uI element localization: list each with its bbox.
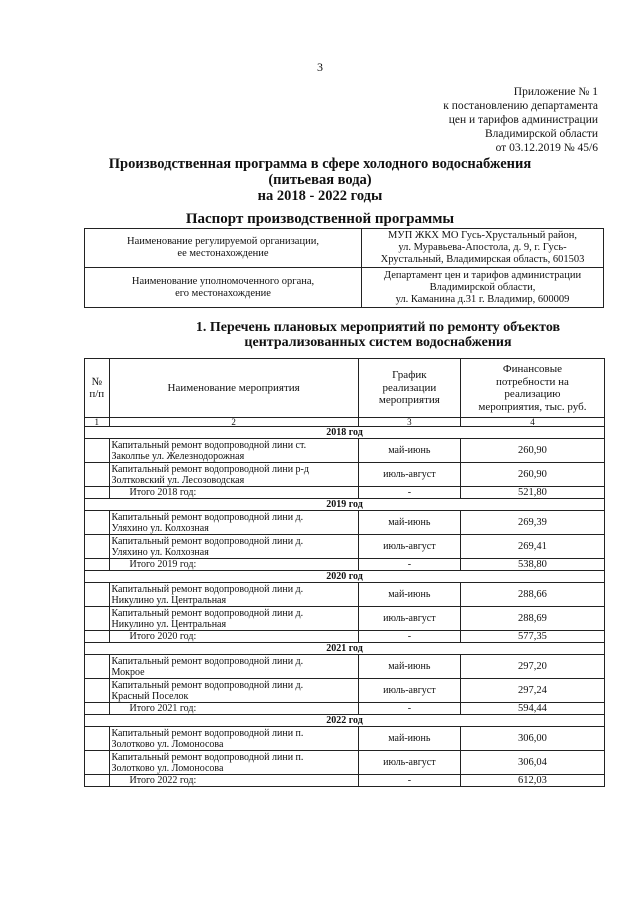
- passport-label: [85, 229, 362, 268]
- passport-row: [85, 229, 604, 268]
- item-name-line: Капитальный ремонт водопроводной лини д.: [111, 607, 304, 619]
- item-number: [85, 607, 110, 631]
- total-row: [85, 703, 605, 715]
- item-cost: 306,04: [460, 751, 604, 775]
- year-label: 2022 год: [85, 715, 605, 727]
- passport-label-line: ее местонахождение: [177, 248, 269, 259]
- total-value: 538,80: [460, 559, 604, 571]
- item-number: [85, 535, 110, 559]
- item-schedule: июль-август: [358, 751, 460, 775]
- item-name-line: Капитальный ремонт водопроводной лини д.: [111, 511, 304, 523]
- total-number: [85, 631, 110, 643]
- passport-label: [85, 268, 362, 308]
- year-row: [85, 427, 605, 439]
- year-row: [85, 715, 605, 727]
- header-line: мероприятия: [378, 394, 440, 407]
- item-cost: 288,66: [460, 583, 604, 607]
- title-line: на 2018 - 2022 годы: [257, 188, 383, 204]
- item-schedule: май-июнь: [358, 511, 460, 535]
- item-name: [109, 655, 358, 679]
- item-name-line: Никулино ул. Центральная: [111, 618, 227, 630]
- item-name: [109, 727, 358, 751]
- item-cost: 269,41: [460, 535, 604, 559]
- title-line: (питьевая вода): [268, 172, 372, 188]
- item-number: [85, 751, 110, 775]
- table-header-row: [85, 359, 605, 418]
- item-name-line: Капитальный ремонт водопроводной лини п.: [111, 727, 304, 739]
- table-row: [85, 727, 605, 751]
- item-name-line: Никулино ул. Центральная: [111, 594, 227, 606]
- column-number: 4: [460, 418, 604, 427]
- header-line: реализации: [382, 381, 437, 394]
- item-schedule: май-июнь: [358, 655, 460, 679]
- item-number: [85, 583, 110, 607]
- header-line: Финансовые: [502, 363, 563, 375]
- year-row: [85, 499, 605, 511]
- item-schedule: май-июнь: [358, 727, 460, 751]
- item-name-line: Красный Поселок: [111, 690, 189, 702]
- table-row: [85, 463, 605, 487]
- item-cost: 297,24: [460, 679, 604, 703]
- item-schedule: май-июнь: [358, 583, 460, 607]
- passport-table: [84, 228, 604, 308]
- passport-value: [362, 229, 604, 268]
- total-number: [85, 703, 110, 715]
- item-number: [85, 511, 110, 535]
- header-schedule: [358, 359, 460, 418]
- passport-value-line: Владимирской области,: [429, 281, 536, 293]
- column-number: 3: [358, 418, 460, 427]
- total-value: 521,80: [460, 487, 604, 499]
- item-cost: 260,90: [460, 463, 604, 487]
- annex-line: цен и тарифов администрации: [448, 114, 598, 126]
- total-schedule: -: [358, 631, 460, 643]
- item-schedule: июль-август: [358, 463, 460, 487]
- header-line: График: [392, 369, 427, 382]
- total-row: [85, 775, 605, 787]
- column-number-row: [85, 418, 605, 427]
- year-label: 2021 год: [85, 643, 605, 655]
- document-title: [0, 156, 640, 204]
- item-number: [85, 727, 110, 751]
- header-line: потребности на: [496, 375, 569, 388]
- item-name-line: Капитальный ремонт водопроводной лини р-д: [111, 463, 309, 475]
- annex-line: Владимирской области: [484, 128, 598, 140]
- item-schedule: июль-август: [358, 535, 460, 559]
- header-num: [85, 359, 110, 418]
- item-name: [109, 751, 358, 775]
- column-number: 2: [109, 418, 358, 427]
- title-line: Производственная программа в сфере холодного водоснабжения: [108, 156, 532, 172]
- annex-line: от 03.12.2019 № 45/6: [495, 142, 598, 154]
- passport-value-line: ул. Каманина д.31 г. Владимир, 600009: [395, 293, 570, 305]
- page-number: 3: [317, 60, 323, 74]
- item-cost: 306,00: [460, 727, 604, 751]
- section-title-line: централизованных систем водоснабжения: [244, 335, 512, 350]
- total-row: [85, 487, 605, 499]
- item-name-line: Уляхино ул. Колхозная: [111, 522, 209, 534]
- table-row: [85, 583, 605, 607]
- passport-label-line: Наименование регулируемой организации,: [127, 236, 319, 247]
- item-name: [109, 535, 358, 559]
- total-number: [85, 775, 110, 787]
- total-value: 612,03: [460, 775, 604, 787]
- total-schedule: -: [358, 775, 460, 787]
- item-number: [85, 439, 110, 463]
- total-label: Итого 2019 год:: [109, 559, 358, 571]
- section-title-line: 1. Перечень плановых мероприятий по ремонту объектов: [195, 320, 561, 335]
- item-schedule: июль-август: [358, 607, 460, 631]
- item-number: [85, 463, 110, 487]
- item-name-line: Капитальный ремонт водопроводной лини ст.: [111, 439, 307, 451]
- header-line: мероприятия, тыс. руб.: [478, 400, 587, 413]
- passport-label-line: Наименование уполномоченного органа,: [131, 275, 315, 287]
- total-schedule: -: [358, 559, 460, 571]
- table-row: [85, 535, 605, 559]
- annex-line: Приложение № 1: [513, 86, 598, 98]
- item-schedule: май-июнь: [358, 439, 460, 463]
- passport-title: Паспорт производственной программы: [185, 211, 455, 227]
- item-cost: 288,69: [460, 607, 604, 631]
- table-row: [85, 439, 605, 463]
- year-label: 2020 год: [85, 571, 605, 583]
- annex-block: [408, 85, 598, 155]
- item-number: [85, 655, 110, 679]
- item-name-line: Золтковский ул. Лесозоводская: [111, 474, 245, 486]
- year-label: 2019 год: [85, 499, 605, 511]
- annex-line: к постановлению департамента: [443, 100, 598, 112]
- item-number: [85, 679, 110, 703]
- item-name: [109, 679, 358, 703]
- total-schedule: -: [358, 703, 460, 715]
- passport-value-line: Хрустальный, Владимирская область, 601503: [380, 254, 585, 265]
- table-row: [85, 607, 605, 631]
- item-name-line: Золотково ул. Ломоносова: [111, 762, 224, 774]
- total-number: [85, 487, 110, 499]
- passport-value-line: Департамент цен и тарифов администрации: [383, 269, 582, 281]
- item-name: [109, 583, 358, 607]
- item-cost: 297,20: [460, 655, 604, 679]
- item-name: [109, 463, 358, 487]
- header-name: Наименование мероприятия: [109, 359, 358, 418]
- item-name-line: Золотково ул. Ломоносова: [111, 738, 224, 750]
- table-row: [85, 655, 605, 679]
- header-line: реализацию: [504, 388, 561, 400]
- table-row: [85, 511, 605, 535]
- item-name-line: Капитальный ремонт водопроводной лини д.: [111, 583, 304, 595]
- item-cost: 269,39: [460, 511, 604, 535]
- total-row: [85, 631, 605, 643]
- item-name-line: Мокрое: [111, 666, 145, 678]
- header-line: п/п: [89, 388, 105, 400]
- table-row: [85, 679, 605, 703]
- year-row: [85, 571, 605, 583]
- item-name: [109, 511, 358, 535]
- item-name-line: Уляхино ул. Колхозная: [111, 546, 209, 558]
- item-name-line: Капитальный ремонт водопроводной лини п.: [111, 751, 304, 763]
- total-label: Итого 2021 год:: [109, 703, 358, 715]
- passport-value-line: ул. Муравьева-Апостола, д. 9, г. Гусь-: [398, 242, 567, 253]
- total-label: Итого 2018 год:: [109, 487, 358, 499]
- section-title: [168, 320, 588, 350]
- total-label: Итого 2020 год:: [109, 631, 358, 643]
- item-name: [109, 607, 358, 631]
- activities-table: [84, 358, 605, 787]
- total-schedule: -: [358, 487, 460, 499]
- item-schedule: июль-август: [358, 679, 460, 703]
- year-row: [85, 643, 605, 655]
- header-line: №: [91, 375, 102, 388]
- total-value: 577,35: [460, 631, 604, 643]
- total-row: [85, 559, 605, 571]
- total-label: Итого 2022 год:: [109, 775, 358, 787]
- table-row: [85, 751, 605, 775]
- item-name-line: Капитальный ремонт водопроводной лини д.: [111, 655, 304, 667]
- column-number: 1: [85, 418, 110, 427]
- item-name: [109, 439, 358, 463]
- item-name-line: Заколпье ул. Железнодорожная: [111, 450, 245, 462]
- year-label: 2018 год: [85, 427, 605, 439]
- item-cost: 260,90: [460, 439, 604, 463]
- total-value: 594,44: [460, 703, 604, 715]
- passport-value: [362, 268, 604, 308]
- passport-row: [85, 268, 604, 308]
- passport-label-line: его местонахождение: [175, 287, 271, 299]
- header-finance: [460, 359, 604, 418]
- passport-value-line: МУП ЖКХ МО Гусь-Хрустальный район,: [387, 230, 578, 241]
- item-name-line: Капитальный ремонт водопроводной лини д.: [111, 535, 304, 547]
- item-name-line: Капитальный ремонт водопроводной лини д.: [111, 679, 304, 691]
- total-number: [85, 559, 110, 571]
